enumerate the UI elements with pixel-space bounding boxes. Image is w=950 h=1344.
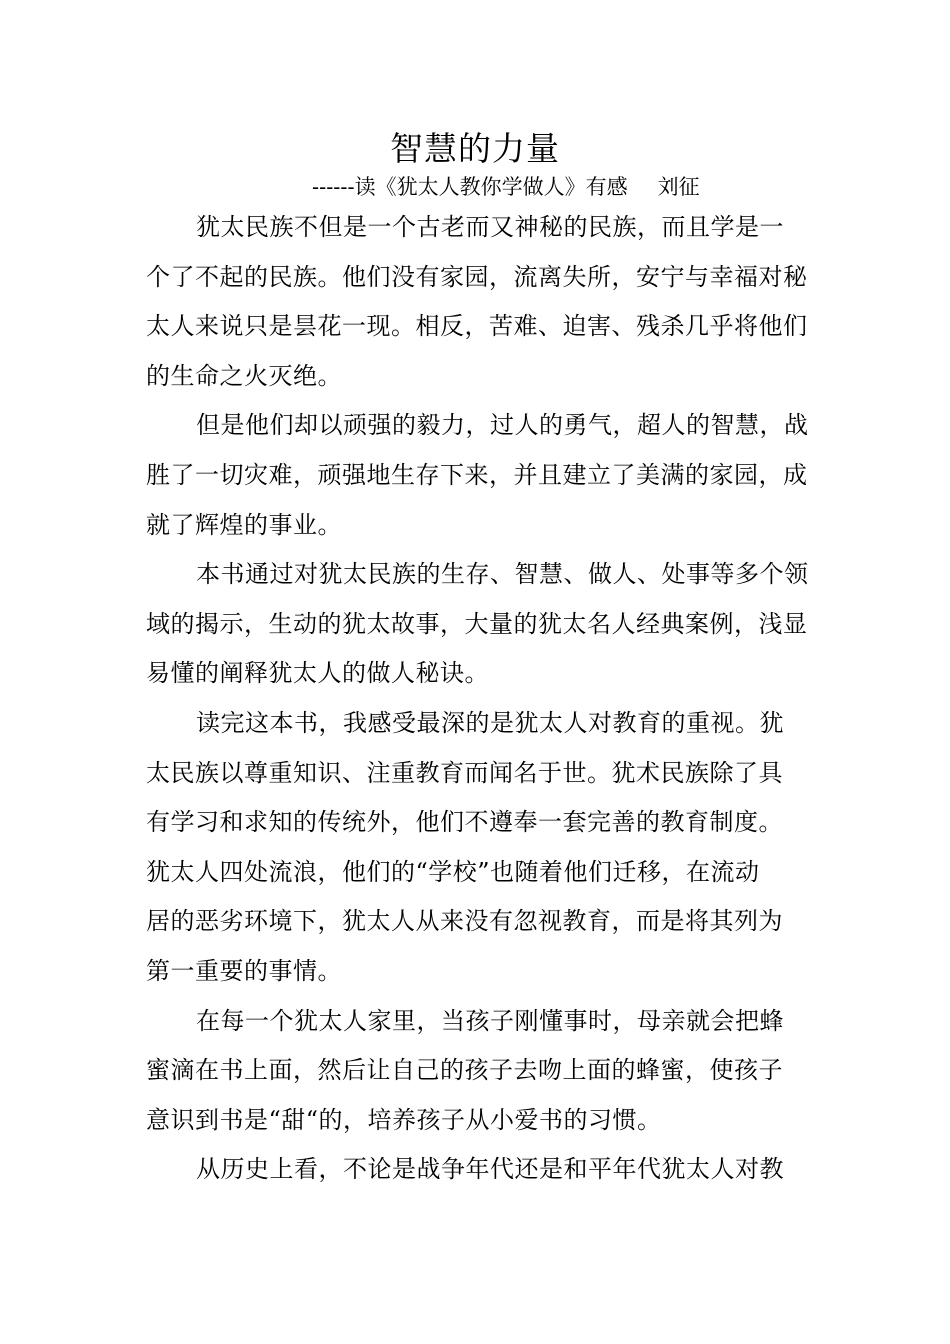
paragraph-3	[146, 550, 808, 699]
text-line: 就了辉煌的事业。	[146, 510, 342, 539]
text-line: 的生命之火灭绝。	[146, 361, 342, 390]
document-title: 智慧的力量	[390, 129, 560, 168]
paragraph-2	[146, 401, 808, 550]
text-line: 读完这本书，我感受最深的是犹太人对教育的重视。犹	[196, 708, 784, 737]
paragraph-4	[146, 699, 808, 997]
document-subtitle	[312, 172, 700, 202]
text-line: 易懂的阐释犹太人的做人秘诀。	[146, 659, 489, 688]
text-line: 域的揭示，生动的犹太故事，大量的犹太名人经典案例，浅显	[146, 609, 808, 638]
text-line: 在每一个犹太人家里，当孩子刚懂事时，母亲就会把蜂	[196, 1006, 784, 1035]
text-line: 从历史上看，不论是战争年代还是和平年代犹太人对教	[196, 1155, 784, 1184]
text-line: 太民族以尊重知识、注重教育而闻名于世。犹术民族除了具	[146, 758, 783, 787]
text-line: 有学习和求知的传统外，他们不遵奉一套完善的教育制度。	[146, 808, 783, 837]
subtitle-text: ------读《犹太人教你学做人》有感	[312, 175, 628, 199]
author-name: 刘征	[657, 175, 700, 199]
text-line: 本书通过对犹太民族的生存、智慧、做人、处事等多个领	[196, 560, 808, 589]
text-line: 意识到书是“甜“的，培养孩子从小爱书的习惯。	[146, 1105, 662, 1134]
text-line: 个了不起的民族。他们没有家园，流离失所，安宁与幸福对秘	[146, 262, 808, 291]
paragraph-1	[146, 203, 808, 401]
text-line: 蜜滴在书上面，然后让自己的孩子去吻上面的蜂蜜，使孩子	[146, 1056, 783, 1085]
text-line: 第一重要的事情。	[146, 956, 342, 985]
text-line: 胜了一切灾难，顽强地生存下来，并且建立了美满的家园，成	[146, 460, 808, 489]
text-line: 犹太民族不但是一个古老而又神秘的民族，而且学是一	[196, 213, 784, 241]
text-line: 但是他们却以顽强的毅力，过人的勇气，超人的智慧，战	[196, 411, 808, 440]
text-line: 犹太人四处流浪，他们的“学校”也随着他们迁移，在流动	[146, 857, 760, 886]
paragraph-5	[146, 997, 808, 1146]
body-text	[146, 203, 808, 1195]
text-line: 居的恶劣环境下，犹太人从来没有忽视教育，而是将其列为	[146, 907, 783, 936]
text-line: 太人来说只是昙花一现。相反，苦难、迫害、残杀几乎将他们	[146, 312, 808, 341]
paragraph-6	[146, 1145, 808, 1195]
